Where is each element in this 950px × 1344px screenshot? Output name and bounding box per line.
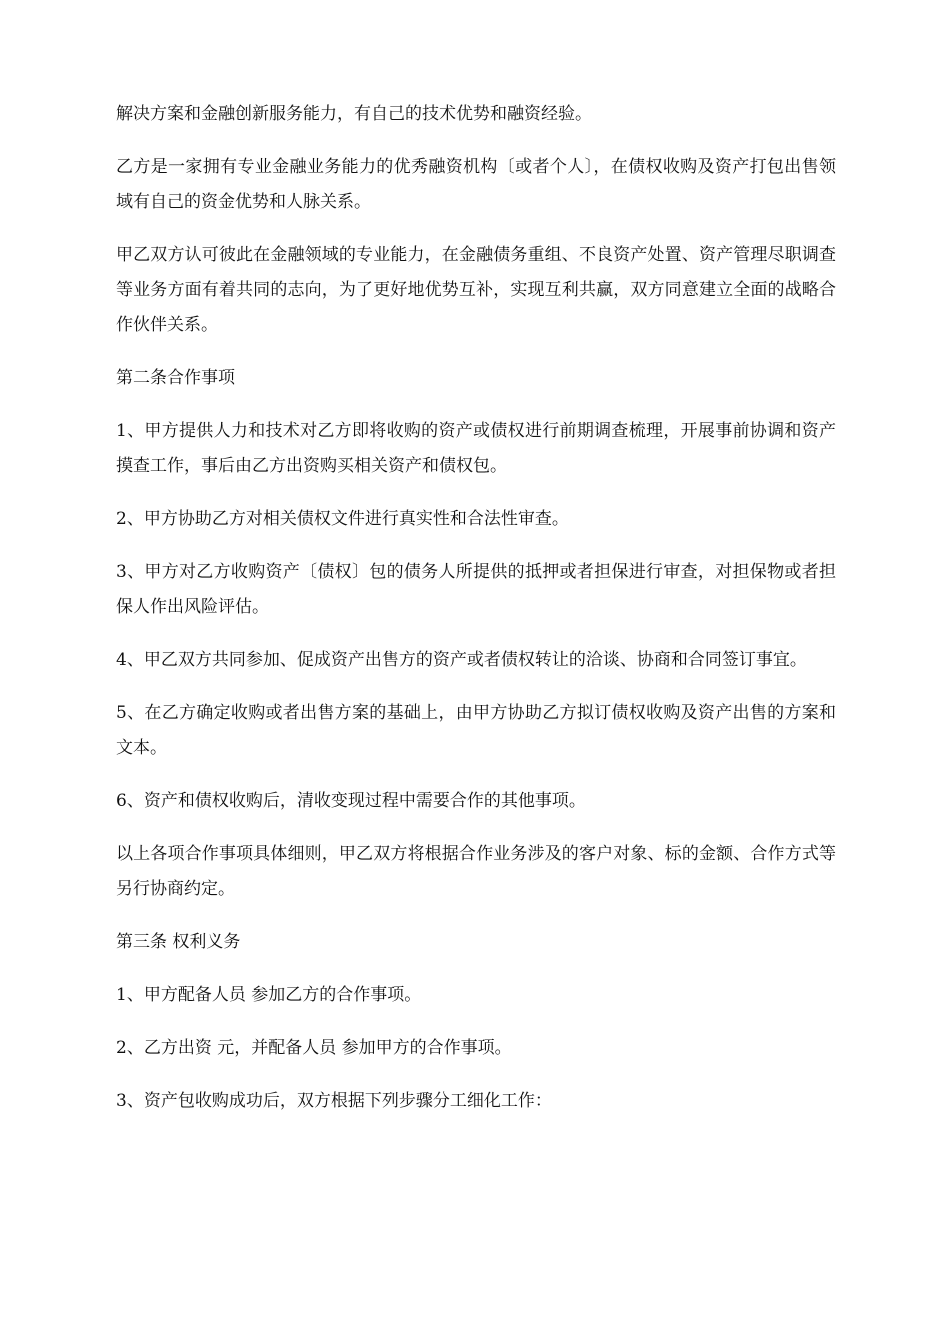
article-2-item-6: 6、资产和债权收购后，清收变现过程中需要合作的其他事项。: [116, 791, 586, 811]
article-3-item-3: 3、资产包收购成功后，双方根据下列步骤分工细化工作：: [116, 1091, 552, 1111]
document-body: [116, 97, 836, 1137]
article-3-item-1: 1、甲方配备人员 参加乙方的合作事项。: [116, 985, 422, 1005]
article-2-item-1: 1、甲方提供人力和技术对乙方即将收购的资产或债权进行前期调查梳理，开展事前协调和资产摸查工作，事后由乙方出资购买相关资产和债权包。: [116, 421, 836, 476]
paragraph-intro-continuation: 解决方案和金融创新服务能力，有自己的技术优势和融资经验。: [116, 104, 592, 124]
article-3-item-2: 2、乙方出资 元，并配备人员 参加甲方的合作事项。: [116, 1038, 512, 1058]
article-2-item-5: 5、在乙方确定收购或者出售方案的基础上，由甲方协助乙方拟订债权收购及资产出售的方案和文本。: [116, 703, 836, 758]
paragraph-party-b-description: 乙方是一家拥有专业金融业务能力的优秀融资机构〔或者个人〕，在债权收购及资产打包出售领域有自己的资金优势和人脉关系。: [116, 157, 836, 212]
article-2-item-4: 4、甲乙双方共同参加、促成资产出售方的资产或者债权转让的洽谈、协商和合同签订事宜。: [116, 650, 807, 670]
paragraph-partnership-purpose: 甲乙双方认可彼此在金融领域的专业能力，在金融债务重组、不良资产处置、资产管理尽职调查等业务方面有着共同的志向，为了更好地优势互补，实现互利共赢，双方同意建立全面的战略合作伙伴关系。: [116, 245, 836, 335]
article-2-item-3: 3、甲方对乙方收购资产〔债权〕包的债务人所提供的抵押或者担保进行审查，对担保物或者担保人作出风险评估。: [116, 562, 836, 617]
section-heading-article-3: 第三条 权利义务: [116, 932, 241, 952]
section-heading-article-2: 第二条合作事项: [116, 368, 235, 388]
article-2-item-2: 2、甲方协助乙方对相关债权文件进行真实性和合法性审查。: [116, 509, 569, 529]
article-2-summary: 以上各项合作事项具体细则，甲乙双方将根据合作业务涉及的客户对象、标的金额、合作方式等另行协商约定。: [116, 844, 836, 899]
